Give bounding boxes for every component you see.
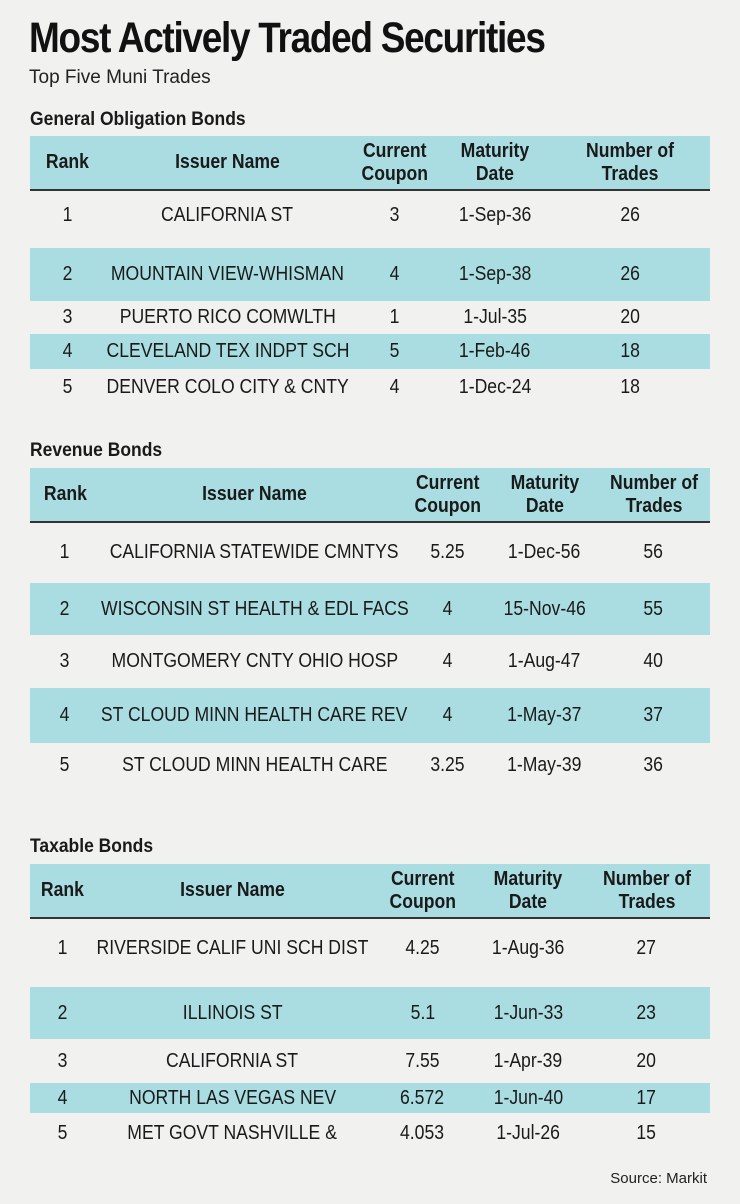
cell-value: CALIFORNIA ST: [166, 1049, 299, 1072]
table-header-row: [30, 136, 710, 191]
cell-value: 1-Jun-40: [493, 1086, 563, 1109]
cell-value: 4: [442, 597, 453, 620]
cell-rank: [30, 248, 105, 301]
cell-value: 18: [620, 340, 640, 362]
cell-issuer: [85, 987, 380, 1039]
column-header-maturity: [473, 864, 583, 917]
cell-rank: [30, 334, 105, 369]
cell-coupon: [405, 743, 490, 788]
cell-issuer: [85, 1083, 380, 1113]
cell-trades: [583, 1113, 710, 1153]
column-header-label: Rank: [43, 483, 87, 505]
cell-maturity: [473, 921, 583, 976]
cell-trades: [597, 583, 710, 635]
section-title: Taxable Bonds: [30, 836, 154, 857]
page-title: Most Actively Traded Securities: [29, 14, 545, 62]
cell-issuer: [105, 301, 350, 334]
table-row: [30, 743, 710, 788]
cell-coupon: [405, 635, 490, 688]
cell-value: 27: [636, 937, 657, 959]
table-row: [30, 193, 710, 238]
cell-value: 2: [62, 263, 73, 285]
cell-trades: [550, 369, 710, 405]
cell-value: 1-Dec-56: [508, 541, 581, 563]
cell-value: MOUNTAIN VIEW-WHISMAN: [110, 263, 345, 285]
cell-trades: [550, 301, 710, 334]
cell-issuer: [85, 1039, 380, 1083]
cell-value: 1: [390, 306, 400, 328]
cell-value: NORTH LAS VEGAS NEV: [128, 1086, 337, 1109]
cell-value: 36: [643, 754, 664, 776]
cell-coupon: [380, 987, 465, 1039]
cell-value: 2: [57, 1001, 68, 1024]
table-row: [30, 525, 710, 580]
section-title: Revenue Bonds: [30, 440, 163, 461]
cell-coupon: [380, 921, 465, 976]
cell-value: 4: [390, 375, 400, 398]
cell-trades: [597, 635, 710, 688]
cell-value: 1-May-37: [507, 704, 582, 726]
cell-value: 1-Feb-46: [459, 340, 531, 362]
column-header-issuer: [105, 136, 350, 189]
cell-issuer: [105, 334, 350, 369]
cell-issuer: [105, 248, 350, 301]
cell-value: DENVER COLO CITY & CNTY: [106, 375, 349, 398]
cell-value: ST CLOUD MINN HEALTH CARE REV: [101, 704, 408, 726]
cell-coupon: [350, 369, 440, 405]
cell-rank: [30, 583, 100, 635]
cell-maturity: [473, 1039, 583, 1083]
cell-maturity: [492, 525, 597, 580]
column-header-rank: [30, 468, 100, 521]
cell-trades: [550, 193, 710, 238]
cell-trades: [597, 525, 710, 580]
cell-value: 23: [636, 1001, 657, 1024]
column-header-label: Rank: [40, 879, 85, 901]
cell-value: 3: [60, 650, 70, 672]
table-row: [30, 635, 710, 688]
cell-issuer: [85, 921, 380, 976]
cell-value: 20: [636, 1049, 657, 1072]
column-header-trades: [550, 136, 710, 189]
cell-rank: [30, 635, 100, 688]
table-row: [30, 688, 710, 743]
cell-value: 4: [62, 340, 73, 362]
column-header-label: Issuer Name: [175, 151, 280, 173]
column-header-maturity: [440, 136, 550, 189]
column-header-label: Issuer Name: [202, 483, 307, 505]
cell-trades: [583, 1083, 710, 1113]
cell-coupon: [350, 334, 440, 369]
column-header-label: Number of Trades: [586, 139, 674, 185]
cell-issuer: [92, 525, 417, 580]
cell-trades: [583, 921, 710, 976]
cell-rank: [30, 301, 105, 334]
cell-coupon: [350, 193, 440, 238]
cell-value: CALIFORNIA STATEWIDE CMNTYS: [110, 541, 399, 563]
table-row: [30, 1113, 710, 1153]
source-note: Source: Markit: [610, 1170, 707, 1187]
column-header-label: Current Coupon: [389, 867, 456, 913]
cell-value: 1: [60, 541, 70, 563]
cell-maturity: [440, 248, 550, 301]
cell-value: 1: [62, 204, 73, 226]
cell-value: 15-Nov-46: [503, 597, 586, 620]
cell-value: 3.25: [430, 754, 465, 776]
table-row: [30, 987, 710, 1039]
cell-value: 1-Apr-39: [493, 1049, 563, 1072]
cell-value: 20: [620, 306, 640, 328]
column-header-label: Maturity Date: [510, 471, 579, 517]
cell-value: 7.55: [405, 1049, 440, 1072]
cell-value: 5: [57, 1121, 68, 1144]
cell-maturity: [440, 193, 550, 238]
cell-trades: [597, 743, 710, 788]
cell-issuer: [92, 635, 417, 688]
cell-maturity: [492, 583, 597, 635]
cell-value: 1-Aug-47: [508, 650, 581, 672]
cell-coupon: [405, 583, 490, 635]
cell-value: CLEVELAND TEX INDPT SCH: [106, 340, 349, 362]
cell-maturity: [492, 743, 597, 788]
table-header-row: [30, 468, 710, 523]
cell-value: 2: [60, 597, 70, 620]
column-header-rank: [30, 136, 105, 189]
cell-trades: [550, 334, 710, 369]
column-header-issuer: [92, 468, 417, 521]
cell-coupon: [350, 301, 440, 334]
cell-issuer: [105, 193, 350, 238]
cell-coupon: [380, 1039, 465, 1083]
table-row: [30, 1039, 710, 1083]
cell-value: 1-Jun-33: [493, 1001, 563, 1024]
cell-value: 5: [60, 754, 70, 776]
cell-value: 1-Sep-36: [458, 204, 532, 226]
cell-value: 26: [620, 263, 640, 285]
cell-coupon: [350, 248, 440, 301]
cell-maturity: [440, 301, 550, 334]
cell-trades: [550, 248, 710, 301]
section-title: General Obligation Bonds: [30, 109, 246, 130]
cell-maturity: [473, 1113, 583, 1153]
cell-issuer: [92, 583, 417, 635]
cell-value: 3: [57, 1049, 68, 1072]
cell-value: 4: [442, 650, 453, 672]
column-header-label: Maturity Date: [493, 867, 563, 913]
cell-value: 4: [60, 704, 70, 726]
cell-value: 56: [643, 541, 664, 563]
cell-value: 15: [636, 1121, 657, 1144]
cell-value: 5.25: [430, 541, 465, 563]
cell-value: 4: [57, 1086, 68, 1109]
column-header-issuer: [85, 864, 380, 917]
column-header-trades: [583, 864, 710, 917]
cell-value: 1-Jul-35: [463, 306, 527, 328]
cell-value: 4: [442, 704, 453, 726]
cell-value: 55: [643, 597, 664, 620]
cell-rank: [30, 688, 100, 743]
cell-rank: [30, 369, 105, 405]
column-header-maturity: [492, 468, 597, 521]
cell-value: RIVERSIDE CALIF UNI SCH DIST: [96, 937, 369, 959]
cell-value: CALIFORNIA ST: [161, 204, 294, 226]
column-header-coupon: [350, 136, 440, 189]
cell-coupon: [405, 688, 490, 743]
cell-value: 1-Jul-26: [496, 1121, 560, 1144]
cell-value: ILLINOIS ST: [182, 1001, 283, 1024]
cell-rank: [30, 193, 105, 238]
cell-value: 1-Dec-24: [458, 375, 532, 398]
cell-value: 5.1: [410, 1001, 435, 1024]
cell-value: 40: [643, 650, 664, 672]
cell-issuer: [105, 369, 350, 405]
table-row: [30, 583, 710, 635]
cell-maturity: [473, 987, 583, 1039]
table-row: [30, 301, 710, 334]
cell-maturity: [492, 635, 597, 688]
cell-issuer: [92, 688, 417, 743]
cell-value: 5: [390, 340, 400, 362]
cell-trades: [583, 987, 710, 1039]
cell-coupon: [380, 1083, 465, 1113]
cell-coupon: [380, 1113, 465, 1153]
cell-maturity: [440, 334, 550, 369]
column-header-label: Number of Trades: [609, 471, 698, 517]
column-header-label: Current Coupon: [361, 139, 429, 185]
table-row: [30, 334, 710, 369]
table-row: [30, 248, 710, 301]
cell-maturity: [473, 1083, 583, 1113]
cell-value: 37: [643, 704, 664, 726]
cell-value: 1-May-39: [507, 754, 582, 776]
cell-rank: [30, 525, 100, 580]
cell-value: 3: [390, 204, 400, 226]
cell-value: WISCONSIN ST HEALTH & EDL FACS: [100, 597, 409, 620]
cell-trades: [583, 1039, 710, 1083]
cell-value: 3: [62, 306, 73, 328]
cell-value: MET GOVT NASHVILLE &: [127, 1121, 338, 1144]
cell-value: 17: [636, 1086, 657, 1109]
cell-value: 4.053: [400, 1121, 445, 1144]
column-header-label: Issuer Name: [180, 879, 285, 901]
table-row: [30, 369, 710, 405]
cell-value: MONTGOMERY CNTY OHIO HOSP: [111, 650, 398, 672]
column-header-coupon: [405, 468, 490, 521]
cell-maturity: [440, 369, 550, 405]
cell-value: ST CLOUD MINN HEALTH CARE: [121, 754, 388, 776]
cell-value: 1-Sep-38: [458, 263, 532, 285]
cell-issuer: [85, 1113, 380, 1153]
cell-maturity: [492, 688, 597, 743]
table-row: [30, 921, 710, 976]
cell-rank: [30, 743, 100, 788]
column-header-coupon: [380, 864, 465, 917]
table-header-row: [30, 864, 710, 919]
cell-value: 1-Aug-36: [491, 937, 565, 959]
cell-issuer: [92, 743, 417, 788]
cell-trades: [597, 688, 710, 743]
cell-coupon: [405, 525, 490, 580]
page-subtitle: Top Five Muni Trades: [29, 67, 211, 88]
cell-value: PUERTO RICO COMWLTH: [119, 306, 336, 328]
column-header-trades: [597, 468, 710, 521]
column-header-label: Number of Trades: [602, 867, 691, 913]
cell-value: 5: [62, 375, 73, 398]
cell-value: 4.25: [405, 937, 440, 959]
cell-value: 4: [390, 263, 400, 285]
column-header-label: Current Coupon: [414, 471, 481, 517]
column-header-label: Rank: [45, 151, 90, 173]
table-row: [30, 1083, 710, 1113]
cell-value: 26: [620, 204, 640, 226]
cell-value: 6.572: [400, 1086, 445, 1109]
cell-value: 1: [57, 937, 68, 959]
cell-value: 18: [620, 375, 640, 398]
column-header-label: Maturity Date: [460, 139, 530, 185]
